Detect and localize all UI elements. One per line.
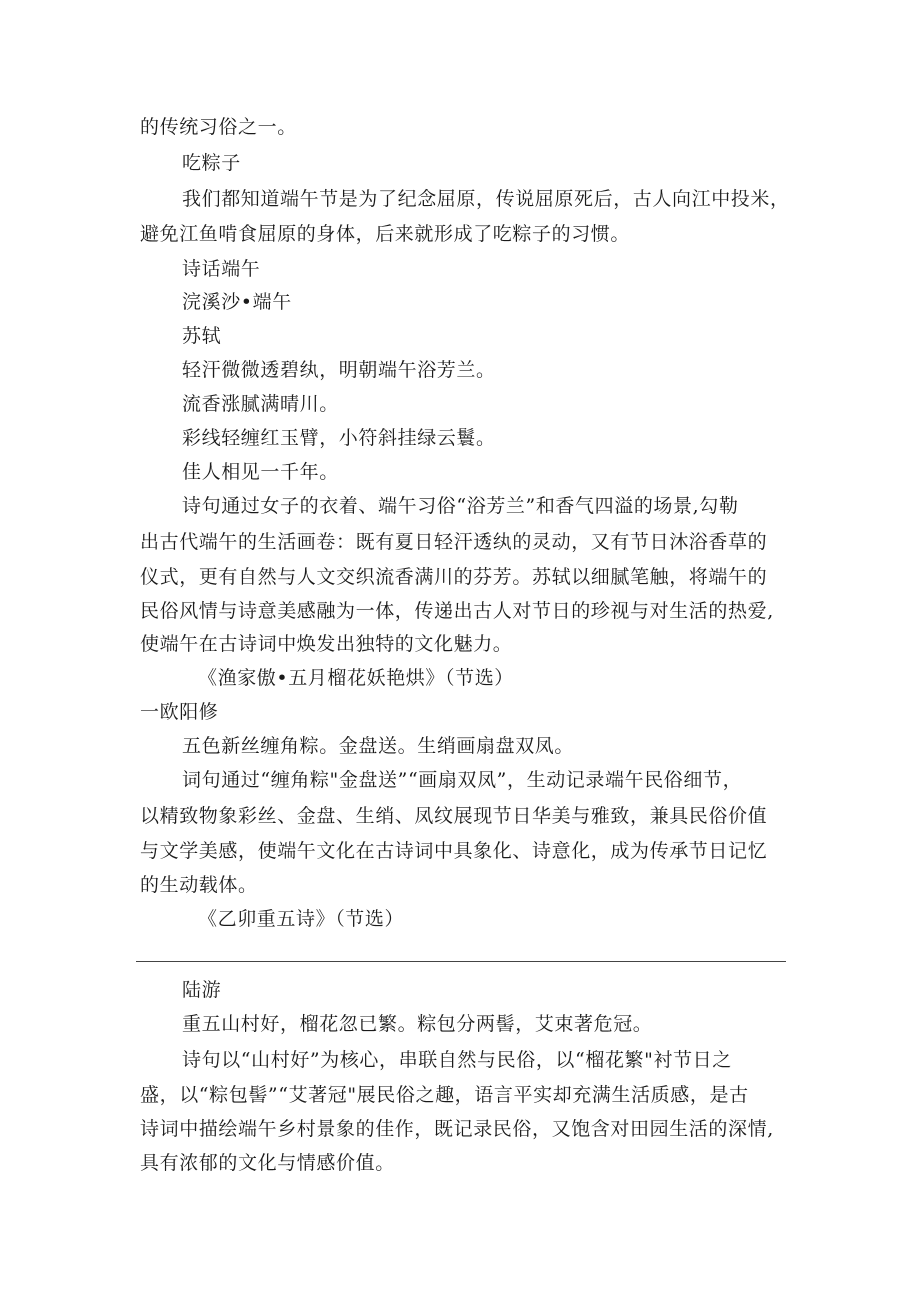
text-line: 我们都知道端午节是为了纪念屈原，传说屈原死后，古人向江中投米， bbox=[182, 188, 790, 210]
text-line: 具有浓郁的文化与情感价值。 bbox=[140, 1152, 395, 1174]
text-line: 的传统习俗之一。 bbox=[140, 116, 297, 138]
text-line: 的生动载体。 bbox=[140, 874, 258, 896]
text-line: 避免江鱼啃食屈原的身体，后来就形成了吃粽子的习惯。 bbox=[140, 223, 631, 245]
text-line: 出古代端午的生活画卷：既有夏日轻汗透纨的灵动，又有节日沐浴香草的 bbox=[140, 531, 768, 553]
text-line: 词句通过“缠角粽"金盘送”“画扇双凤”，生动记录端午民俗细节， bbox=[182, 769, 743, 791]
text-line: 与文学美感，使端午文化在古诗词中具象化、诗意化，成为传承节日记忆 bbox=[140, 840, 768, 862]
text-line: 以精致物象彩丝、金盘、生绡、凤纹展现节日华美与雅致，兼具民俗价值 bbox=[140, 805, 768, 827]
poem-line: 流香涨腻满晴川。 bbox=[182, 393, 339, 415]
section-heading-zongzi: 吃粽子 bbox=[182, 152, 241, 174]
poem-title: 《乙卯重五诗》（节选） bbox=[198, 908, 405, 930]
text-line: 诗句通过女子的衣着、端午习俗“浴芳兰”和香气四溢的场景,勾勒 bbox=[182, 495, 739, 517]
poem-line: 轻汗微微透碧纨，明朝端午浴芳兰。 bbox=[182, 359, 496, 381]
text-line: 盛，以“粽包髻”“艾著冠"展民俗之趣，语言平实却充满生活质感，是古 bbox=[140, 1084, 749, 1106]
poem-line: 彩线轻缠红玉臂，小符斜挂绿云鬟。 bbox=[182, 427, 496, 449]
text-line: 仪式，更有自然与人文交织流香满川的芬芳。苏轼以细腻笔触，将端午的 bbox=[140, 566, 768, 588]
poem-author: 一欧阳修 bbox=[140, 701, 219, 723]
poem-title: 浣溪沙•端午 bbox=[182, 291, 292, 313]
text-line: 使端午在古诗词中焕发出独特的文化魅力。 bbox=[140, 633, 513, 655]
text-line: 民俗风情与诗意美感融为一体，传递出古人对节日的珍视与对生活的热爱, bbox=[140, 600, 774, 622]
poem-line: 佳人相见一千年。 bbox=[182, 461, 339, 483]
poem-author: 陆游 bbox=[182, 979, 222, 1001]
poem-line: 重五山村好，榴花忽已繁。粽包分两髻，艾束著危冠。 bbox=[182, 1013, 653, 1035]
poem-title: 《渔家傲•五月榴花妖艳烘》（节选） bbox=[198, 667, 514, 689]
text-line: 诗句以“山村好”为核心，串联自然与民俗，以“榴花繁"衬节日之 bbox=[182, 1049, 732, 1071]
poem-line: 五色新丝缠角粽。金盘送。生绡画扇盘双凤。 bbox=[182, 735, 575, 757]
page-divider bbox=[136, 961, 786, 962]
text-line: 诗词中描绘端午乡村景象的佳作，既记录民俗，又饱含对田园生活的深情, bbox=[140, 1118, 774, 1140]
poem-author: 苏轼 bbox=[182, 325, 222, 347]
section-heading-poetry: 诗话端午 bbox=[182, 258, 261, 280]
